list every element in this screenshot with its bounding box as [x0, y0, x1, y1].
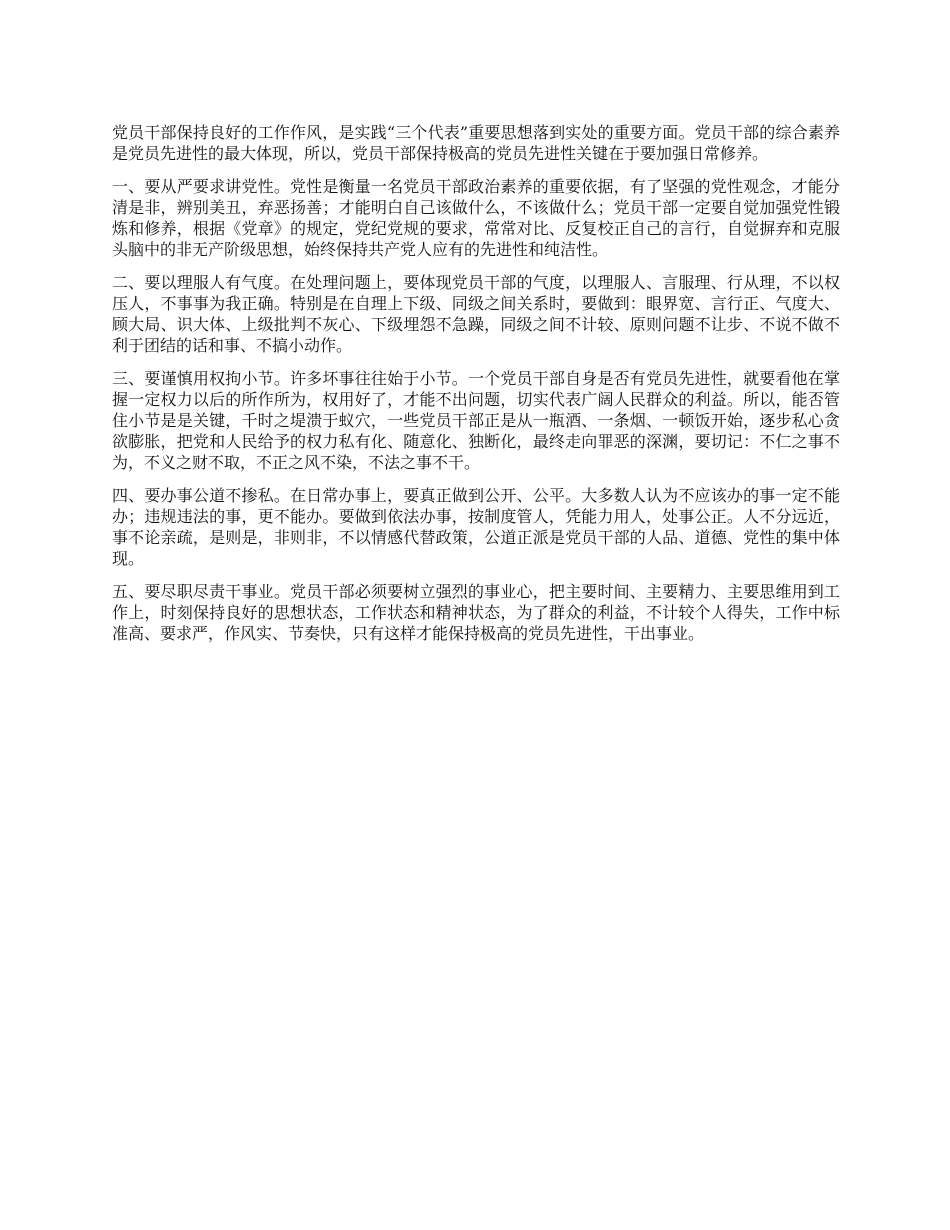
intro-paragraph: 党员干部保持良好的工作作风，是实践“三个代表”重要思想落到实处的重要方面。党员干部的综合素养是党员先进性的最大体现，所以，党员干部保持极高的党员先进性关键在于要加强日常修养。 [112, 123, 840, 163]
document-body [112, 122, 840, 656]
paragraph-party-spirit: 一、要从严要求讲党性。党性是衡量一名党员干部政治素养的重要依据，有了坚强的党性观念，才能分清是非，辨别美丑，弃恶扬善；才能明白自己该做什么，不该做什么；党员干部一定要自觉加强党性锻炼和修养，根据《党章》的规定，党纪党规的要求，常常对比、反复校正自己的言行，自觉摒弃和克服头脑中的非无产阶级思想，始终保持共产党人应有的先进性和纯洁性。 [112, 177, 840, 259]
paragraph-use-of-power: 三、要谨慎用权拘小节。许多坏事往往始于小节。一个党员干部自身是否有党员先进性，就要看他在掌握一定权力以后的所作所为，权用好了，才能不出问题，切实代表广阔人民群众的利益。所以，能否管住小节是是关键，千时之堤溃于蚁穴，一些党员干部正是从一瓶酒、一条烟、一顿饭开始，逐步私心贪欲膨胀，把党和人民给予的权力私有化、随意化、独断化，最终走向罪恶的深渊，要切记：不仁之事不为，不义之财不取，不正之风不染，不法之事不干。 [112, 369, 840, 472]
paragraph-fairness: 四、要办事公道不掺私。在日常办事上，要真正做到公开、公平。大多数人认为不应该办的事一定不能办；违规违法的事，更不能办。要做到依法办事，按制度管人，凭能力用人，处事公正。人不分远近，事不论亲疏，是则是，非则非，不以情感代替政策，公道正派是党员干部的人品、道德、党性的集中体现。 [112, 486, 840, 568]
paragraph-dedication: 五、要尽职尽责干事业。党员干部必须要树立强烈的事业心，把主要时间、主要精力、主要思维用到工作上，时刻保持良好的思想状态，工作状态和精神状态，为了群众的利益，不计较个人得失，工作中标准高、要求严，作风实、节奏快，只有这样才能保持极高的党员先进性，干出事业。 [112, 582, 840, 643]
paragraph-persuasion: 二、要以理服人有气度。在处理问题上，要体现党员干部的气度，以理服人、言服理、行从理，不以权压人，不事事为我正确。特别是在自理上下级、同级之间关系时，要做到：眼界宽、言行正、气度大、顾大局、识大体、上级批判不灰心、下级埋怨不急躁，同级之间不计较、原则问题不让步、不说不做不利于团结的话和事、不搞小动作。 [112, 273, 840, 355]
